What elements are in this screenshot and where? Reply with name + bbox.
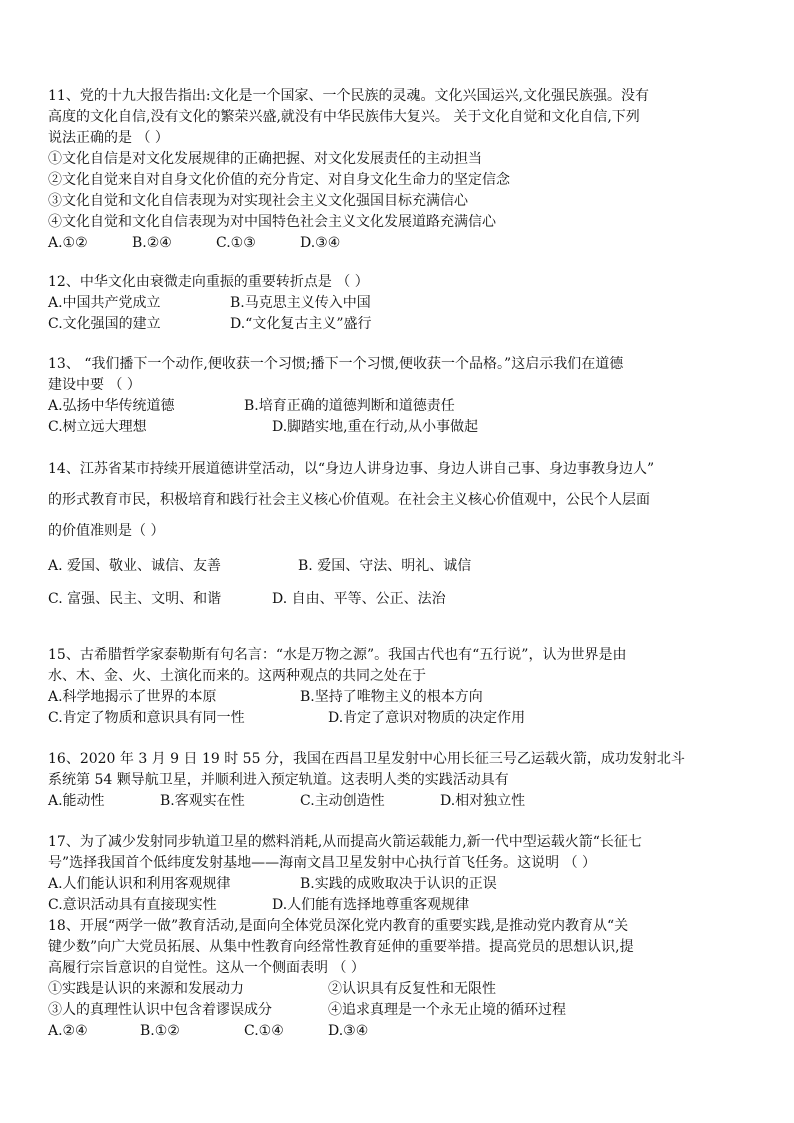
option-d: D.③④	[300, 235, 341, 251]
question-stem-line: 号”选择我国首个低纬度发射基地——海南文昌卫星发射中心执行首飞任务。这说明 （ ）	[48, 855, 597, 871]
option-b: B.②④	[132, 235, 172, 251]
option-b: B.实践的成败取决于认识的正误	[300, 876, 497, 892]
option-b: B.马克思主义传入中国	[230, 295, 371, 311]
question-stem-line: 高履行宗旨意识的自觉性。这从一个侧面表明 （ ）	[48, 960, 365, 976]
option-c: C.主动创造性	[300, 793, 385, 809]
question-stem-line: 12、中华文化由衰微走向重振的重要转折点是 （ ）	[48, 274, 369, 290]
question-stem-line: 11、党的十九大报告指出:文化是一个国家、一个民族的灵魂。文化兴国运兴,文化强民族强。没有	[48, 88, 649, 104]
statement-3: ③文化自觉和文化自信表现为对实现社会主义文化强国目标充满信心	[48, 193, 468, 209]
option-b: B. 爱国、守法、明礼、诚信	[298, 558, 472, 574]
question-stem-line: 17、为了减少发射同步轨道卫星的燃料消耗,从而提高火箭运载能力,新一代中型运载火箭“长征七	[48, 834, 642, 850]
question-stem-line: 说法正确的是 （ ）	[48, 130, 169, 146]
option-d: D.③④	[328, 1023, 369, 1039]
option-c: C.①③	[216, 235, 256, 251]
statement-1: ①文化自信是对文化发展规律的正确把握、对文化发展责任的主动担当	[48, 151, 482, 167]
option-a: A.中国共产党成立	[48, 295, 161, 311]
option-a: A. 爱国、敬业、诚信、友善	[48, 558, 222, 574]
option-d: D.人们能有选择地尊重客观规律	[272, 897, 470, 913]
option-a: A.科学地揭示了世界的本原	[48, 689, 217, 705]
option-c: C.肯定了物质和意识具有同一性	[48, 710, 245, 726]
question-stem-line: 系统第 54 颗导航卫星，并顺利进入预定轨道。这表明人类的实践活动具有	[48, 772, 509, 788]
option-d: D.相对独立性	[440, 793, 526, 809]
question-stem-line: 13、 “我们播下一个动作,便收获一个习惯;播下一个习惯,便收获一个品格。”这启示我们在道德	[48, 356, 624, 372]
option-b: B.①②	[140, 1023, 180, 1039]
question-stem-line: 水、木、金、火、土演化而来的。这两种观点的共同之处在于	[48, 668, 426, 684]
option-c: C.文化强国的建立	[48, 316, 161, 332]
statement-1: ①实践是认识的来源和发展动力	[48, 981, 244, 997]
question-stem-line: 16、2020 年 3 月 9 日 19 时 55 分，我国在西昌卫星发射中心用长征三号乙运载火箭，成功发射北斗	[48, 751, 685, 767]
option-a: A.②④	[48, 1023, 88, 1039]
question-stem-line: 18、开展“两学一做”教育活动,是面向全体党员深化党内教育的重要实践,是推动党内教育从“关	[48, 918, 629, 934]
statement-4: ④文化自觉和文化自信表现为对中国特色社会主义文化发展道路充满信心	[48, 214, 496, 230]
option-a: A.人们能认识和利用客观规律	[48, 876, 231, 892]
option-a: A.①②	[48, 235, 88, 251]
option-d: D.肯定了意识对物质的决定作用	[328, 710, 526, 726]
question-stem-line: 键少数”向广大党员拓展、从集中性教育向经常性教育延伸的重要举措。提高党员的思想认识,提	[48, 939, 634, 955]
option-b: B.客观实在性	[160, 793, 245, 809]
option-d: D. 自由、平等、公正、法治	[272, 591, 446, 607]
statement-2: ②认识具有反复性和无限性	[328, 981, 496, 997]
option-c: C.树立远大理想	[48, 419, 147, 435]
option-b: B.坚持了唯物主义的根本方向	[300, 689, 483, 705]
question-stem-line: 的形式教育市民，积极培育和践行社会主义核心价值观。在社会主义核心价值观中，公民个人层面	[48, 492, 650, 508]
question-stem-line: 14、江苏省某市持续开展道德讲堂活动，以“身边人讲身边事、身边人讲自己事、身边事教身边人”	[48, 461, 655, 477]
option-b: B.培育正确的道德判断和道德责任	[244, 398, 455, 414]
question-stem-line: 的价值准则是（ ）	[48, 523, 165, 539]
option-c: C.①④	[244, 1023, 284, 1039]
question-stem-line: 建设中要 （ ）	[48, 377, 141, 393]
question-stem-line: 15、古希腊哲学家泰勒斯有句名言：“水是万物之源”。我国古代也有“五行说”，认为世界是由	[48, 647, 627, 663]
statement-4: ④追求真理是一个永无止境的循环过程	[328, 1002, 566, 1018]
option-a: A.能动性	[48, 793, 105, 809]
option-d: D.脚踏实地,重在行动,从小事做起	[272, 419, 479, 435]
option-d: D.“文化复古主义”盛行	[230, 316, 372, 332]
statement-3: ③人的真理性认识中包含着谬误成分	[48, 1002, 272, 1018]
option-c: C. 富强、民主、文明、和谐	[48, 591, 222, 607]
option-a: A.弘扬中华传统道德	[48, 398, 175, 414]
statement-2: ②文化自觉来自对自身文化价值的充分肯定、对自身文化生命力的坚定信念	[48, 172, 510, 188]
option-c: C.意识活动具有直接现实性	[48, 897, 217, 913]
question-stem-line: 高度的文化自信,没有文化的繁荣兴盛,就没有中华民族伟大复兴。 关于文化自觉和文化自信,下列	[48, 109, 640, 125]
